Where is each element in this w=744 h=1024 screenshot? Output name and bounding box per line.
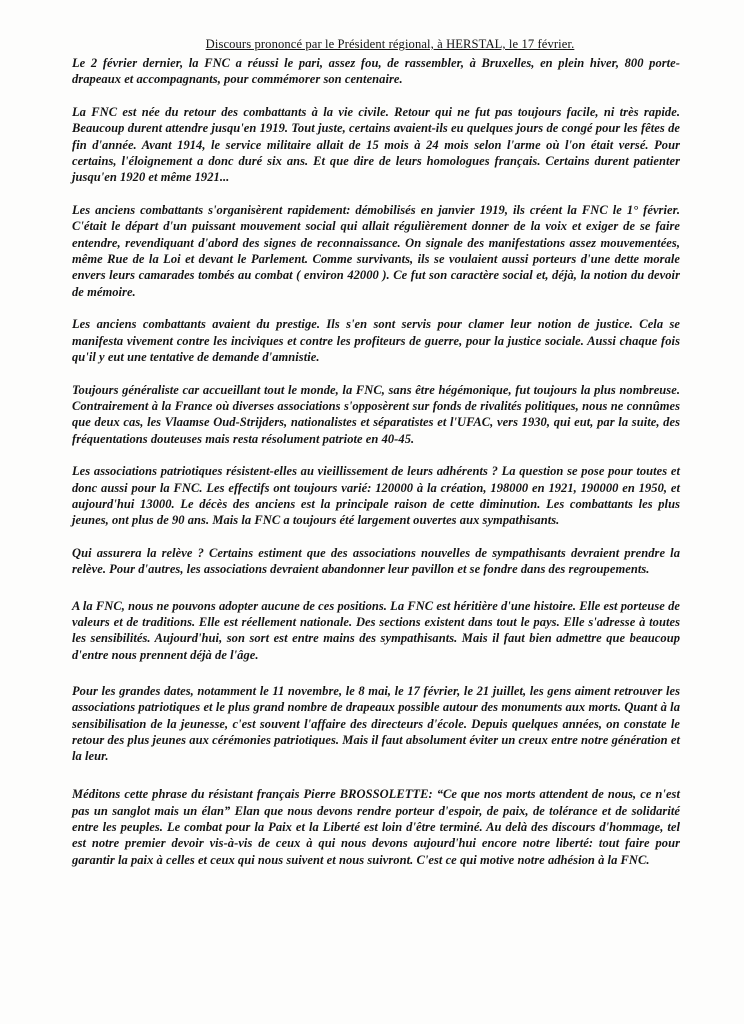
paragraph-prestige: Les anciens combattants avaient du prestige. Ils s'en sont servis pour clamer leur notion de justice. Cela se manifesta vivement contre les inciviques et contre les profiteurs de guerre, pour la justice sociale. Aussi chaque fois qu'il y eut une tentative de demande d'amnistie. — [72, 317, 680, 364]
paragraph-generalist: Toujours généraliste car accueillant tout le monde, la FNC, sans être hégémonique, fut toujours la plus nombreuse. Contrairement à la France où diverses associations s'opposèrent sur fonds de rivalités politiques, nous ne connûmes que deux cas, les Vlaamse Oud-Strijders, nationalistes et séparatistes et l'UFAC, vers 1930, qui eut, par la suite, des fréquentations douteuses mais resta résolument patriote en 40-45. — [72, 382, 680, 446]
paragraph-return-of-combatants: La FNC est née du retour des combattants à la vie civile. Retour qui ne fut pas toujours facile, ni très rapide. Beaucoup durent attendre jusqu'en 1919. Tout juste, certains avaient-ils eu quelques jours de congé pour les fêtes de fin d'année. Avant 1914, le service militaire allait de 15 mois à 24 mois selon l'arme où l'on était versé. Pour certains, l'éloignement a donc duré six ans. Et que dire de leurs homologues français. Certains durent patienter jusqu'en 1920 et même 1921... — [72, 105, 680, 185]
paragraph-succession: Qui assurera la relève ? Certains estiment que des associations nouvelles de sympathisants devraient prendre la relève. Pour d'autres, les associations devraient abandonner leur pavillon et se fondre dans des regroupements. — [72, 546, 680, 577]
paragraph-great-dates: Pour les grandes dates, notamment le 11 novembre, le 8 mai, le 17 février, le 21 juillet, les gens aiment retrouver les associations patriotiques et le plus grand nombre de drapeaux possible autour des monuments aux morts. Quant à la sensibilisation de la jeunesse, c'est souvent l'affaire des directeurs d'école. Depuis quelques années, on constate le retour des plus jeunes aux cérémonies patriotiques. Mais il faut absolument éviter un creux entre notre génération et la leur. — [72, 683, 680, 764]
document-header: Discours prononcé par le Président régional, à HERSTAL, le 17 février. — [205, 37, 575, 51]
paragraph-brossolette: Méditons cette phrase du résistant français Pierre BROSSOLETTE: “Ce que nos morts attendent de nous, ce n'est pas un sanglot mais un élan” Elan que nous devons rendre porteur d'espoir, de paix, de tolérance et de solidarité entre les peuples. Le combat pour la Paix et la Liberté est loin d'être terminé. Au delà des discours d'hommage, tel est notre premier devoir vis-à-vis de ceux à qui nous devons aujourd'hui encore notre liberté: tout faire pour garantir la paix à celles et ceux qui nous suivent et nous suivront. C'est ce qui motive notre adhésion à la FNC. — [72, 787, 680, 867]
paragraph-centenary: Le 2 février dernier, la FNC a réussi le pari, assez fou, de rassembler, à Bruxelles, en plein hiver, 800 porte-drapeaux et accompagnants, pour commémorer son centenaire. — [72, 56, 680, 87]
paragraph-organisation: Les anciens combattants s'organisèrent rapidement: démobilisés en janvier 1919, ils créent la FNC le 1° février. C'était le départ d'un puissant mouvement social qui allait régulièrement donner de la voix et exiger de se faire entendre, revendiquant d'abord des signes de reconnaissance. On signale des manifestations assez mouvementées, même Rue de la Loi et devant le Parlement. Comme survivants, ils se voulaient aussi porteurs d'une dette morale envers leurs camarades tombés au combat ( environ 42000 ). Ce fut son caractère social et, déjà, la notion du devoir de mémoire. — [72, 203, 680, 299]
paragraph-fnc-position: A la FNC, nous ne pouvons adopter aucune de ces positions. La FNC est héritière d'une histoire. Elle est porteuse de valeurs et de traditions. Elle est réellement nationale. Des sections existent dans tout le pays. Elle s'adresse à toutes les sensibilités. Aujourd'hui, son sort est entre mains des sympathisants. Mais il faut bien admettre que beaucoup d'entre nous prennent déjà de l'âge. — [72, 598, 680, 662]
paragraph-aging-members: Les associations patriotiques résistent-elles au vieillissement de leurs adhérents ? La question se pose pour toutes et donc aussi pour la FNC. Les effectifs ont toujours varié: 120000 à la création, 198000 en 1921, 190000 en 1950, et aujourd'hui 13000. Le décès des anciens est la principale raison de cette diminution. Les combattants les plus jeunes, ont plus de 90 ans. Mais la FNC a toujours été largement ouvertes aux sympathisants. — [72, 464, 680, 528]
